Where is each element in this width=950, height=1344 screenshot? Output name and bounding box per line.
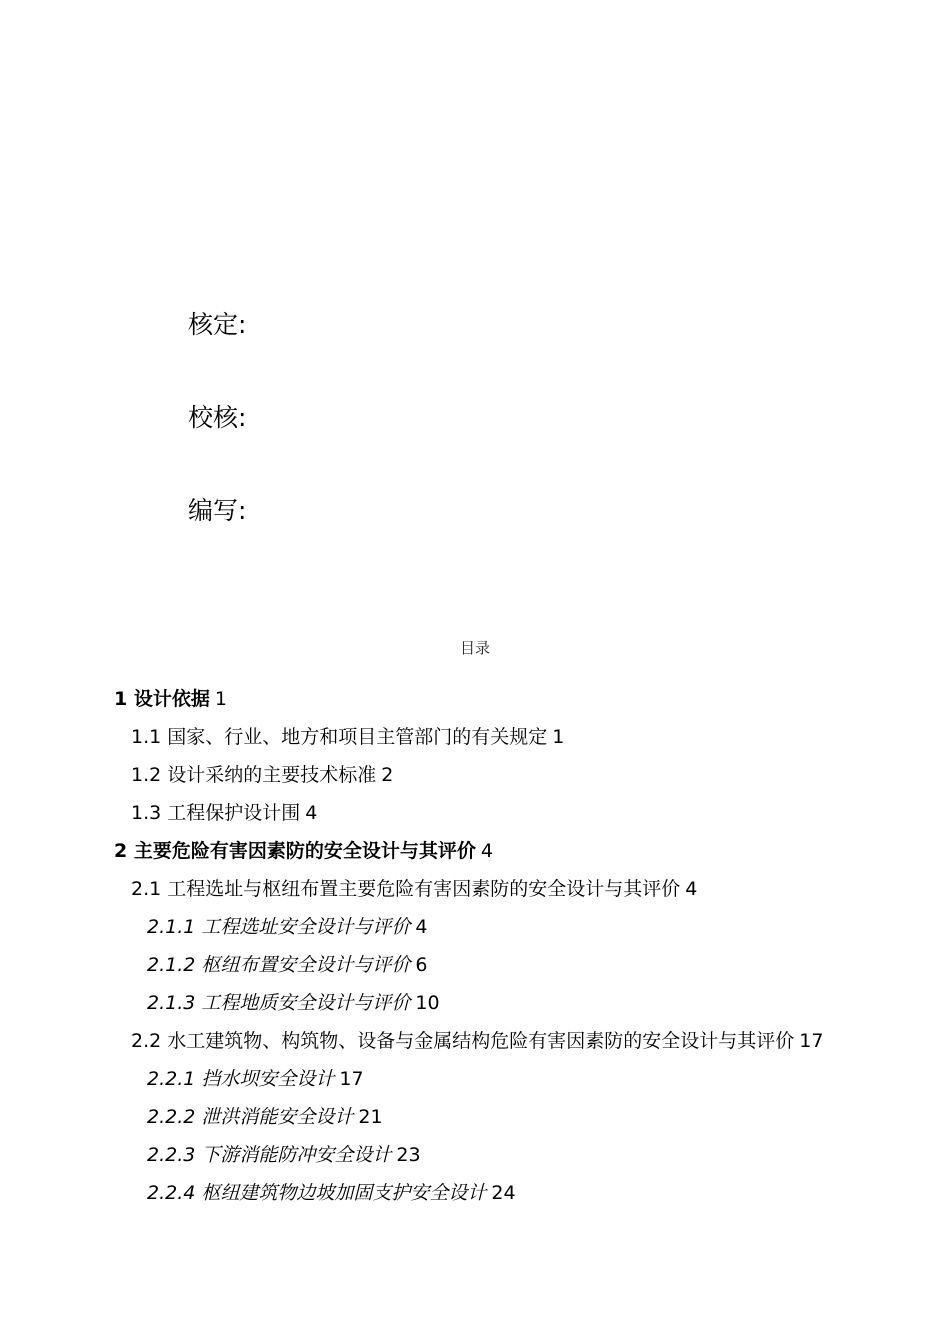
toc-entry[interactable] [0,1028,950,1066]
toc-entry[interactable] [0,1142,950,1180]
toc-page-number: 21 [358,1106,383,1128]
toc-entry-title: 2.1 工程选址与枢纽布置主要危险有害因素防的安全设计与其评价 [131,878,681,900]
toc-title: 目录 [459,639,490,657]
toc-entry-title: 2.2 水工建筑物、构筑物、设备与金属结构危险有害因素防的安全设计与其评价 [131,1030,795,1052]
toc-entry-title: 2.2.3 下游消能防冲安全设计 [147,1144,392,1166]
table-of-contents [0,686,950,1218]
approve-label: 核定: [188,310,247,339]
toc-page-number: 4 [415,916,428,938]
author-label: 编写: [188,496,247,525]
toc-entry[interactable] [0,1104,950,1142]
toc-entry[interactable] [0,876,950,914]
toc-entry[interactable] [0,1180,950,1218]
toc-entry[interactable] [0,1066,950,1104]
toc-entry[interactable] [0,914,950,952]
toc-entry[interactable] [0,762,950,800]
toc-page-number: 17 [799,1030,824,1052]
toc-page-number: 24 [491,1182,516,1204]
toc-entry-title: 2.2.4 枢纽建筑物边坡加固支护安全设计 [147,1182,487,1204]
toc-entry[interactable] [0,952,950,990]
toc-entry-title: 2.1.3 工程地质安全设计与评价 [147,992,411,1014]
toc-entry[interactable] [0,686,950,724]
toc-entry-title: 2.1.1 工程选址安全设计与评价 [147,916,411,938]
toc-page-number: 23 [396,1144,421,1166]
toc-entry-title: 1.2 设计采纳的主要技术标准 [131,764,377,786]
toc-entry[interactable] [0,838,950,876]
toc-page-number: 6 [415,954,428,976]
toc-entry[interactable] [0,724,950,762]
toc-page-number: 4 [305,802,318,824]
toc-entry-title: 2.2.1 挡水坝安全设计 [147,1068,335,1090]
toc-entry-title: 1.3 工程保护设计围 [131,802,301,824]
check-label: 校核: [188,403,247,432]
toc-page-number: 10 [415,992,440,1014]
toc-page-number: 1 [552,726,565,748]
toc-entry-title: 1 设计依据 [114,688,210,710]
toc-entry-title: 1.1 国家、行业、地方和项目主管部门的有关规定 [131,726,548,748]
toc-page-number: 4 [480,840,493,862]
toc-entry-title: 2.2.2 泄洪消能安全设计 [147,1106,354,1128]
toc-entry-title: 2.1.2 枢纽布置安全设计与评价 [147,954,411,976]
toc-entry-title: 2 主要危险有害因素防的安全设计与其评价 [114,840,476,862]
toc-page-number: 1 [214,688,227,710]
toc-entry[interactable] [0,990,950,1028]
toc-entry[interactable] [0,800,950,838]
toc-page-number: 17 [339,1068,364,1090]
toc-page-number: 4 [685,878,698,900]
toc-page-number: 2 [381,764,394,786]
